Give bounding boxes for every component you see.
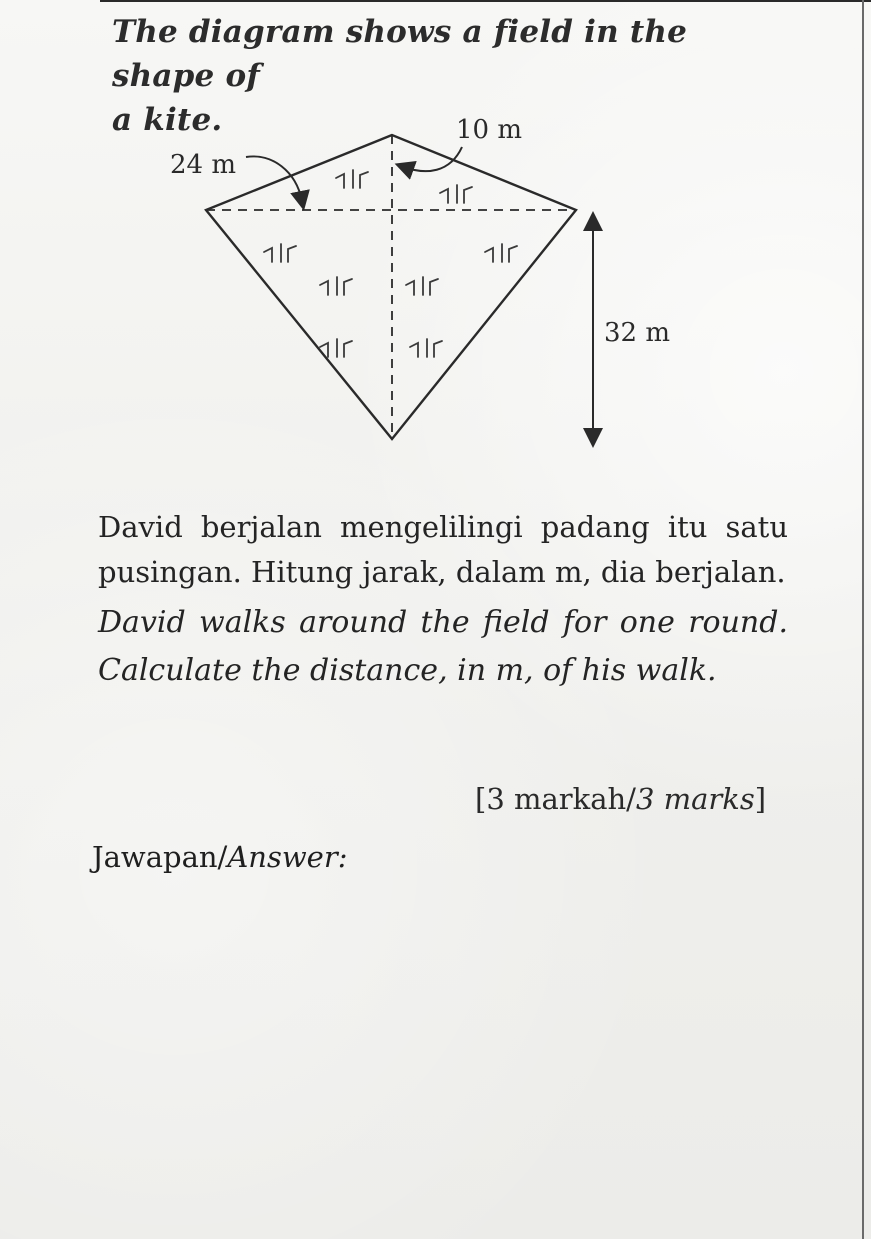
answer-label: [92, 840, 347, 874]
grass-tuft-icon: [410, 339, 442, 357]
page-edge-line: [862, 0, 864, 1239]
left-length-label: 24 m: [170, 150, 237, 180]
answer-malay: Jawapan/: [92, 840, 228, 874]
marks-label: [475, 782, 766, 816]
kite-diagram-svg: [160, 105, 700, 455]
grass-tuft-icon: [336, 170, 368, 188]
kite-diagram: [160, 105, 700, 455]
top-length-label: 10 m: [456, 115, 523, 145]
marks-english: 3 marks: [635, 782, 755, 816]
intro-line-2: a kite.: [112, 102, 223, 138]
answer-english: Answer:: [227, 840, 348, 874]
grass-tuft-icon: [440, 185, 472, 203]
marks-close: ]: [754, 782, 767, 816]
question-text-english: David walks around the field for one round. Calculate the distance, in m, of his walk.: [98, 605, 788, 688]
question-block: [98, 505, 788, 695]
grass-tuft-icon: [320, 339, 352, 357]
marks-malay: [3 markah/: [475, 782, 636, 816]
kite-outline: [206, 135, 576, 439]
intro-line-1: The diagram shows a field in the shape of: [112, 14, 687, 94]
top-rule: [100, 0, 871, 2]
grass-tuft-icon: [406, 277, 438, 295]
left-label-pointer: [246, 156, 302, 201]
right-length-label: 32 m: [604, 318, 671, 348]
grass-tuft-icon: [264, 244, 296, 262]
grass-tuft-icon: [320, 277, 352, 295]
question-text-malay: David berjalan mengelilingi padang itu satu pusingan. Hitung jarak, dalam m, dia berjalan.: [98, 510, 788, 589]
grass-tuft-icon: [485, 244, 517, 262]
